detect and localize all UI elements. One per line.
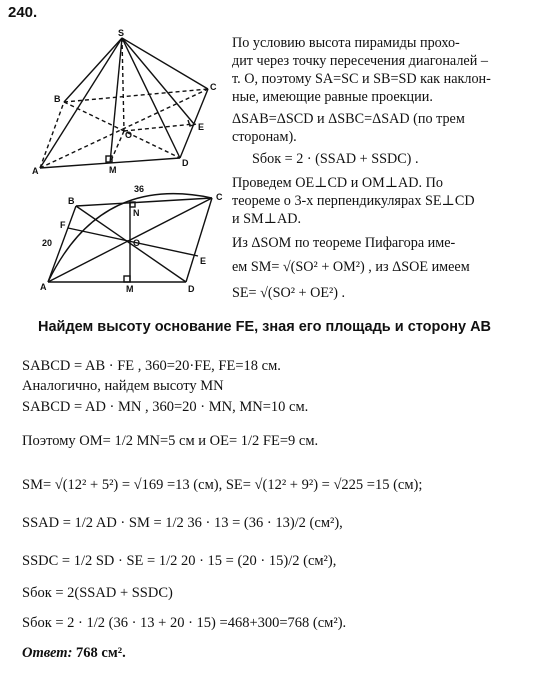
- right-line-9: теореме о 3-х перпендикулярах SE⊥CD: [232, 193, 475, 209]
- answer-value: 768 см².: [76, 645, 126, 661]
- label-n2: N: [133, 208, 140, 218]
- right-column-text: [232, 34, 542, 302]
- label-e: E: [198, 122, 205, 132]
- label-e2: E: [200, 256, 207, 266]
- label-d2: D: [188, 284, 195, 294]
- answer: [22, 644, 126, 662]
- label-m2: M: [126, 284, 134, 294]
- right-line-5: ΔSAB=ΔSCD и ΔSBC=ΔSAD (по трем: [232, 111, 465, 127]
- label-d: D: [182, 158, 189, 168]
- solution-line-9: Sбок = 2 · 1/2 (36 · 13 + 20 · 15) =468+300=768 (см²).: [22, 615, 347, 631]
- right-line-11: Из ΔSOM по теореме Пифагора име-: [232, 235, 456, 251]
- right-line-2: дит через точку пересечения диагоналей –: [232, 53, 488, 69]
- solution-line-1: SABCD = AB · FE , 360=20·FE, FE=18 см.: [22, 358, 281, 374]
- answer-label: Ответ:: [22, 645, 73, 661]
- label-b: B: [54, 94, 61, 104]
- right-line-8: Проведем OE⊥CD и OM⊥AD. По: [232, 175, 443, 191]
- solution-line-7: SSDC = 1/2 SD · SE = 1/2 20 · 15 = (20 · 15)/2 (см²),: [22, 553, 337, 569]
- dim-top: 36: [134, 184, 145, 194]
- right-line-1: По условию высота пирамиды прохо-: [232, 35, 460, 51]
- solution-line-5: SM= √(12² + 5²) = √169 =13 (см), SE= √(12² + 9²) = √225 =15 (см);: [22, 477, 423, 493]
- section-header: Найдем высоту основание FE, зная его площадь и сторону AB: [38, 319, 492, 335]
- label-m: M: [109, 165, 117, 175]
- label-o2: O: [133, 238, 141, 248]
- label-c: C: [210, 82, 217, 92]
- right-line-10: и SM⊥AD.: [232, 211, 302, 227]
- right-line-12: ем SM= √(SO² + OM²) , из ΔSOE имеем: [232, 259, 470, 275]
- label-s: S: [118, 28, 125, 38]
- label-c2: C: [216, 192, 223, 202]
- base-figure: [30, 182, 235, 294]
- label-a2: A: [40, 282, 47, 292]
- solution-line-4: Поэтому OM= 1/2 MN=5 см и OE= 1/2 FE=9 см.: [22, 433, 319, 449]
- solution-line-6: SSAD = 1/2 AD · SM = 1/2 36 · 13 = (36 · 13)/2 (см²),: [22, 515, 343, 531]
- dim-side: 20: [42, 238, 53, 248]
- label-a: A: [32, 166, 39, 176]
- right-line-3: т. O, поэтому SA=SC и SB=SD как наклон-: [232, 71, 491, 87]
- solution-line-2: Аналогично, найдем высоту MN: [22, 378, 224, 394]
- label-b2: B: [68, 196, 75, 206]
- problem-number: 240.: [8, 4, 38, 21]
- label-o: O: [125, 130, 133, 140]
- pyramid-figure: [30, 26, 235, 176]
- right-line-4: ные, имеющие равные проекции.: [232, 89, 433, 105]
- right-line-7: Sбок = 2 · (SSAD + SSDC) .: [252, 151, 419, 167]
- right-line-13: SE= √(SO² + OE²) .: [232, 285, 346, 301]
- solution-line-3: SABCD = AD · MN , 360=20 · MN, MN=10 см.: [22, 399, 309, 415]
- solution-line-8: Sбок = 2(SSAD + SSDC): [22, 585, 173, 601]
- right-line-6: сторонам).: [232, 129, 297, 145]
- label-f2: F: [60, 220, 66, 230]
